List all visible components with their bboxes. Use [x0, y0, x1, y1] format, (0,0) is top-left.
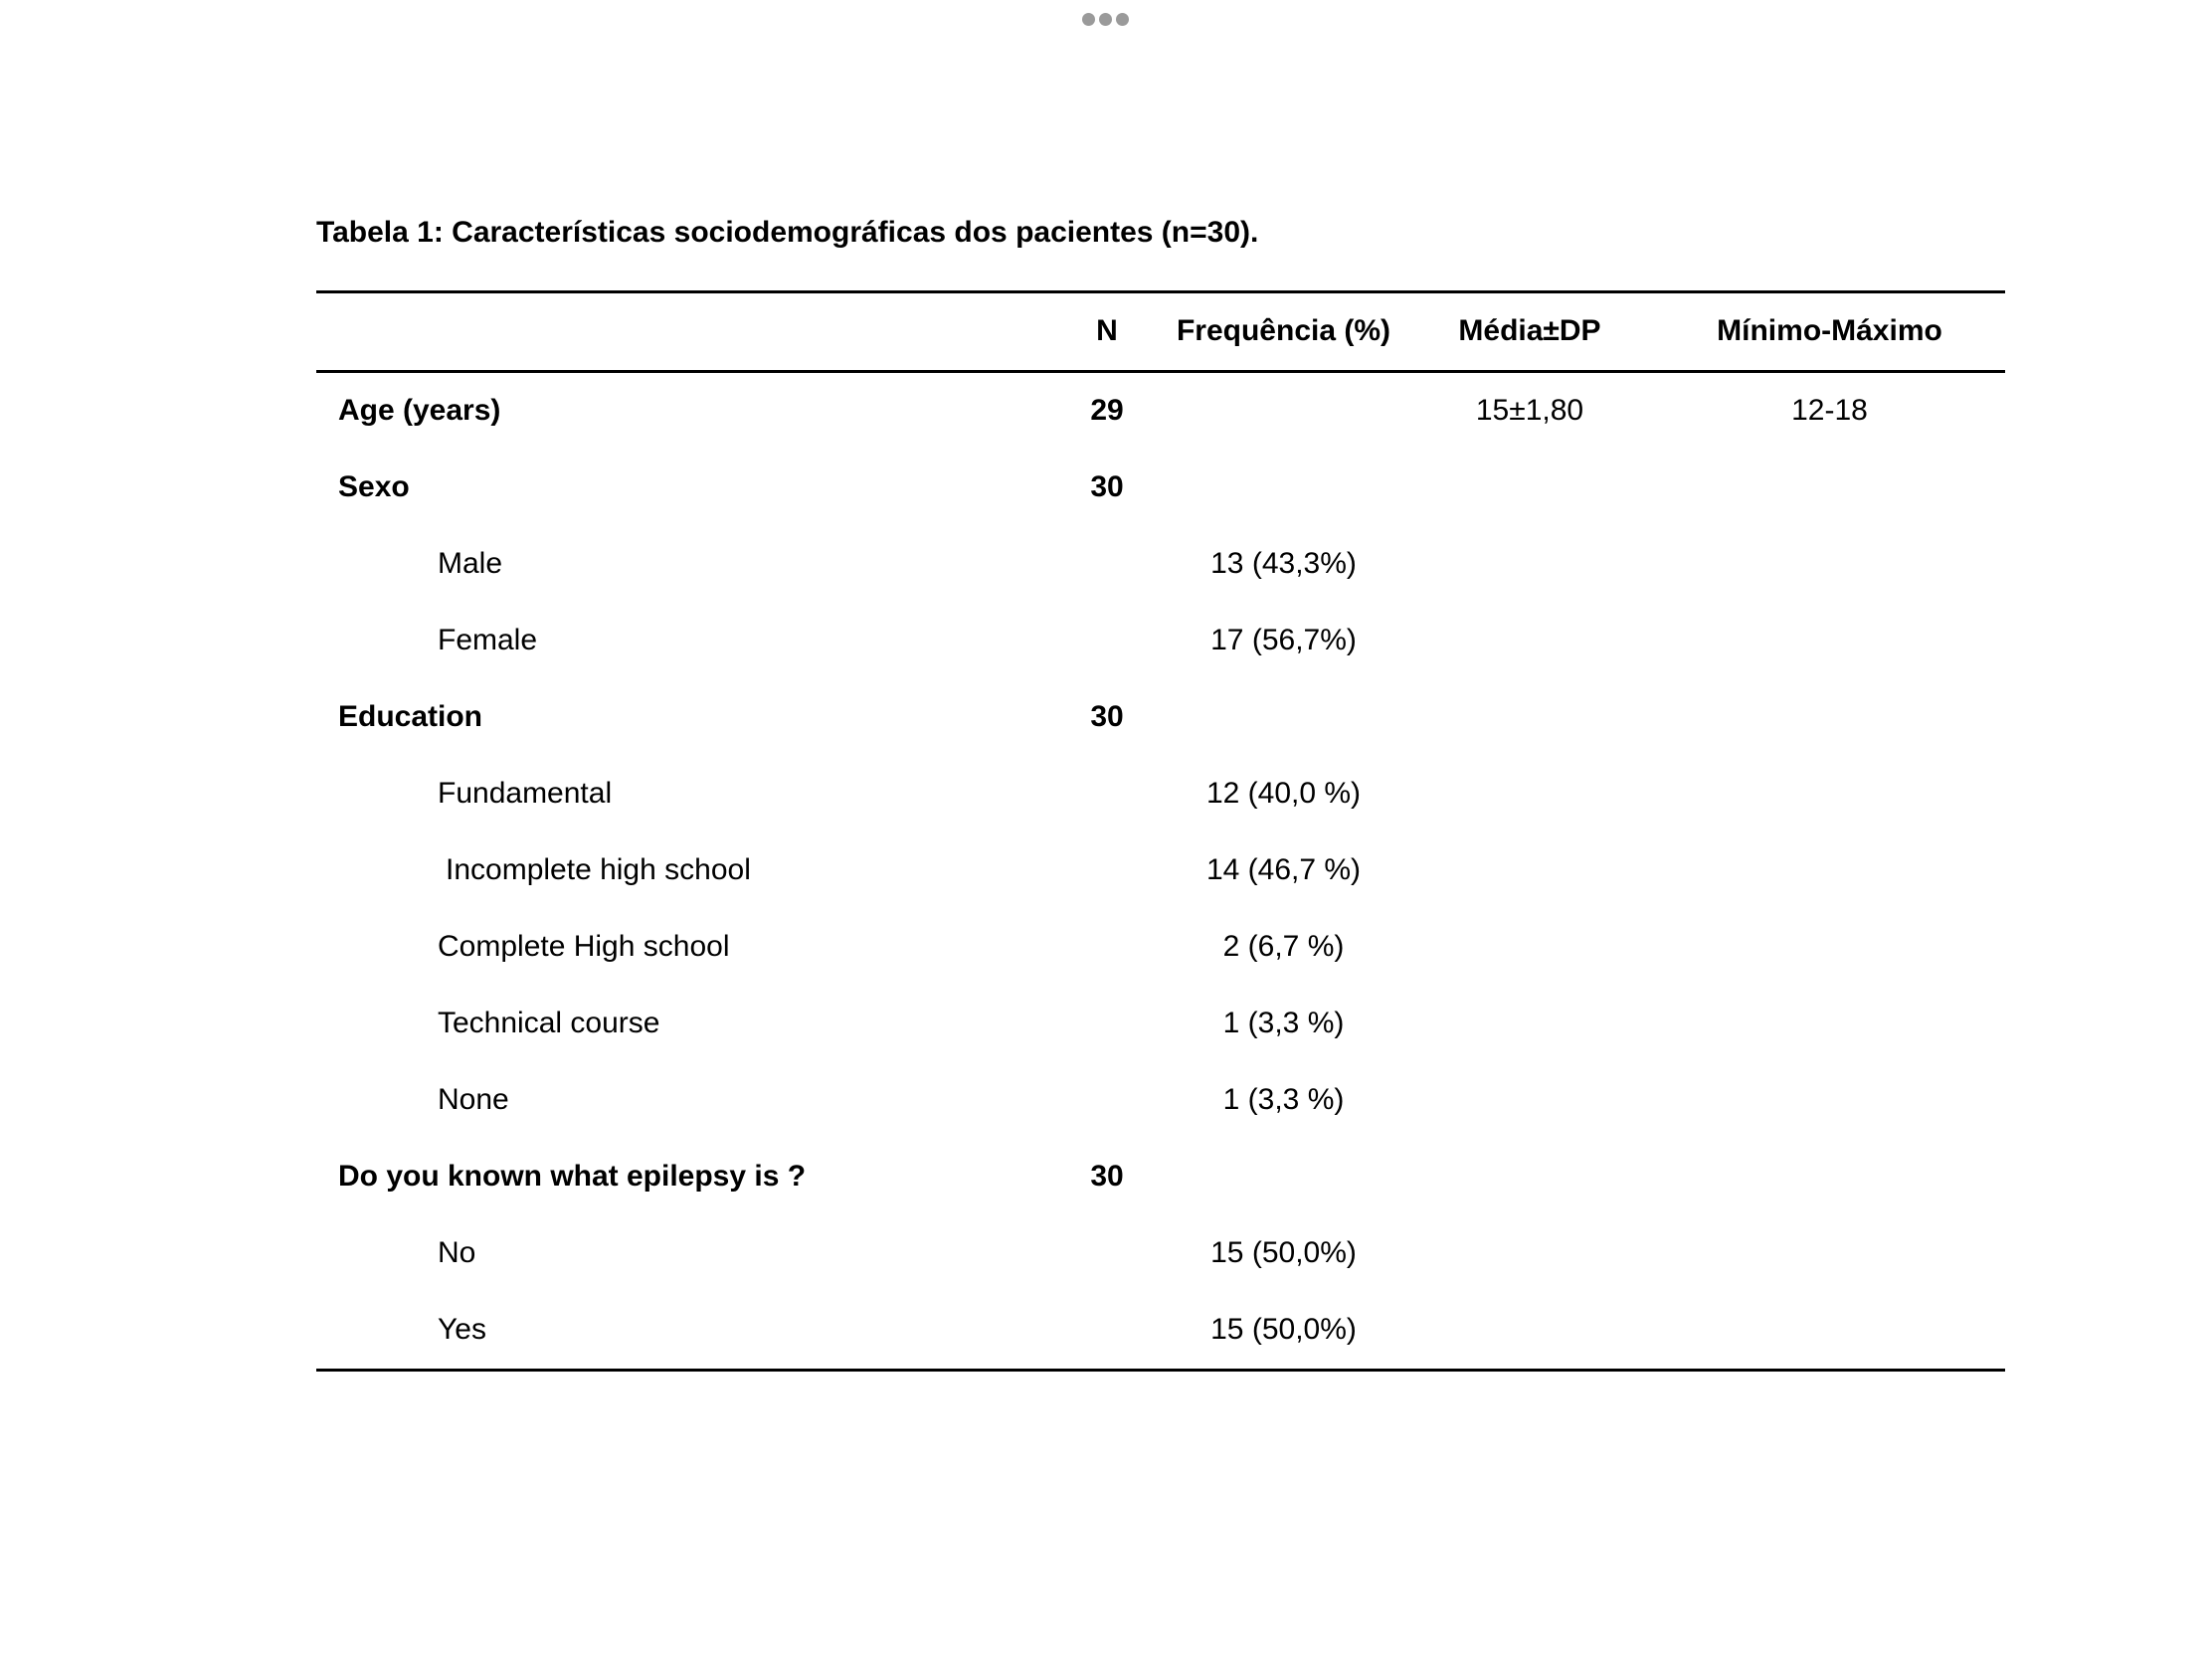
cell-n: 30	[1090, 1160, 1124, 1194]
table-row	[316, 679, 2005, 756]
cell-frequency: 2 (6,7 %)	[1222, 930, 1345, 964]
row-label: No	[438, 1236, 476, 1270]
table-header-row	[316, 293, 2005, 373]
table-row	[316, 450, 2005, 526]
cell-frequency: 1 (3,3 %)	[1222, 1007, 1345, 1040]
row-label: Female	[438, 624, 538, 657]
cell-n: 30	[1090, 470, 1124, 504]
cell-frequency: 15 (50,0%)	[1210, 1236, 1357, 1270]
cell-frequency: 15 (50,0%)	[1210, 1313, 1357, 1347]
row-label: Do you known what epilepsy is ?	[338, 1160, 807, 1194]
row-label: Sexo	[338, 470, 410, 504]
cell-frequency: 13 (43,3%)	[1210, 547, 1357, 581]
table-title: Tabela 1: Características sociodemográficas dos pacientes (n=30).	[316, 216, 1259, 249]
table-row	[316, 1292, 2005, 1369]
cell-min-max: 12-18	[1791, 394, 1868, 428]
table-row	[316, 373, 2005, 450]
cell-n: 30	[1090, 700, 1124, 734]
table-row	[316, 1062, 2005, 1139]
cell-frequency: 17 (56,7%)	[1210, 624, 1357, 657]
table-row	[316, 603, 2005, 679]
header-n: N	[1096, 314, 1118, 348]
row-label: Education	[338, 700, 483, 734]
cell-frequency: 14 (46,7 %)	[1205, 853, 1362, 887]
row-label: Yes	[438, 1313, 486, 1347]
table-row	[316, 986, 2005, 1062]
table-row	[316, 909, 2005, 986]
row-label: Male	[438, 547, 503, 581]
more-menu-icon[interactable]	[1082, 13, 1129, 26]
row-label: Incomplete high school	[446, 853, 751, 887]
row-label: None	[438, 1083, 509, 1117]
dot-icon	[1099, 13, 1112, 26]
table-row	[316, 832, 2005, 909]
header-min-max: Mínimo-Máximo	[1717, 314, 1942, 348]
cell-frequency: 1 (3,3 %)	[1222, 1083, 1345, 1117]
row-label: Age (years)	[338, 394, 501, 428]
cell-n: 29	[1090, 394, 1124, 428]
table-row	[316, 756, 2005, 832]
header-mean-sd: Média±DP	[1458, 314, 1601, 348]
row-label: Fundamental	[438, 777, 613, 811]
table-row	[316, 1139, 2005, 1215]
row-label: Complete High school	[438, 930, 730, 964]
sociodemographic-table	[316, 290, 2005, 1372]
dot-icon	[1116, 13, 1129, 26]
row-label: Technical course	[438, 1007, 660, 1040]
table-row	[316, 1215, 2005, 1292]
cell-frequency: 12 (40,0 %)	[1205, 777, 1362, 811]
cell-mean-sd: 15±1,80	[1475, 394, 1584, 428]
header-frequency: Frequência (%)	[1176, 314, 1391, 348]
dot-icon	[1082, 13, 1095, 26]
table-row	[316, 526, 2005, 603]
